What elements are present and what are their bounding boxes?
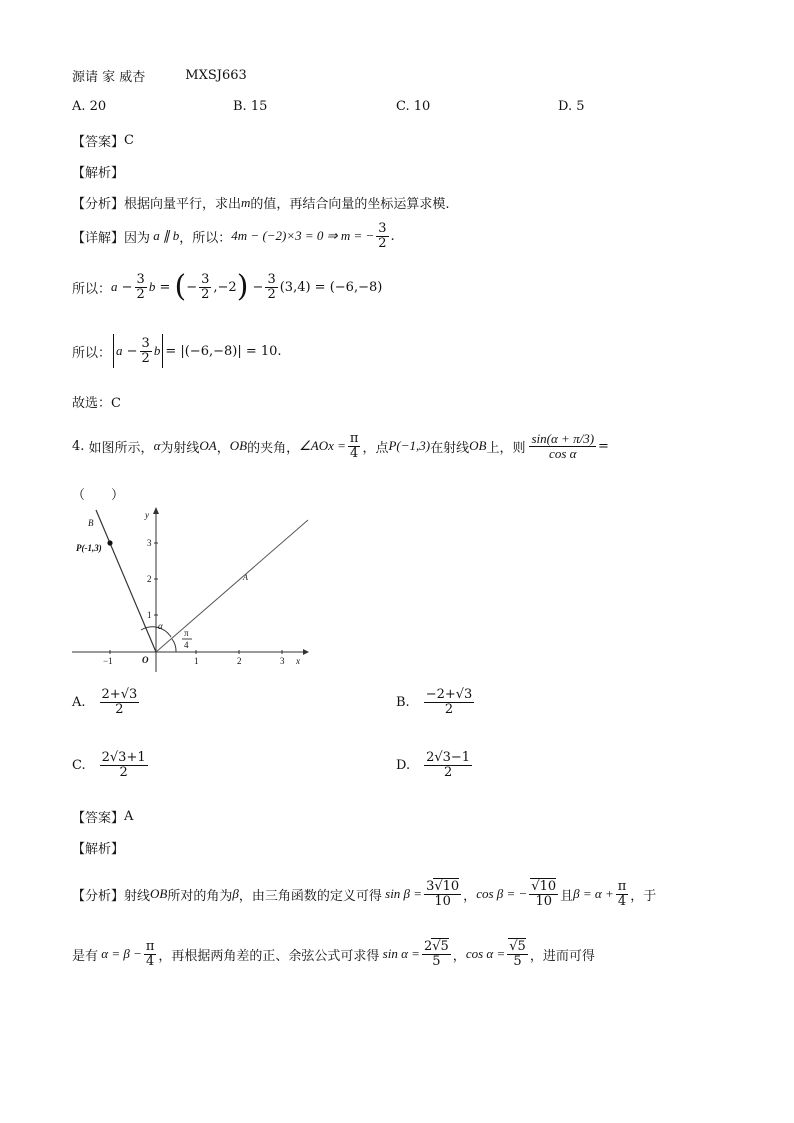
option-num: 2√3+1: [101, 750, 146, 765]
fenxi7: ，再根据两角差的正、余弦公式可求得: [158, 948, 380, 964]
option-den: 2: [115, 701, 124, 717]
fraction-3-2: $\frac{3}{2}$: [378, 221, 387, 251]
vec-a: a: [111, 279, 118, 294]
q4-stem7: 上，则: [486, 440, 526, 456]
q4-oa: OA: [199, 438, 217, 454]
fenxi-tag: 【分析】: [72, 888, 125, 904]
option-num: 2+√3: [101, 687, 138, 702]
vec-b: b: [148, 279, 156, 294]
fenxi6: 是有: [72, 948, 99, 964]
q3-option-b: B. 15: [233, 99, 268, 114]
y-tick-label: 1: [147, 610, 152, 620]
q3-option-c: C. 10: [396, 99, 431, 114]
label-b: B: [88, 518, 94, 528]
option-label: D.: [396, 757, 411, 773]
fenxi-text1: 根据向量平行，求出: [124, 197, 242, 212]
fenxi3: ，由三角函数的定义可得: [238, 888, 382, 904]
abs-bar: [113, 334, 114, 368]
suoyi-2: 所以：: [72, 345, 112, 361]
x-tick-label: 3: [280, 656, 285, 666]
beta: β: [232, 886, 239, 902]
q4-fenxi-line1: 【分析】 射线 OB 所对的角为 β ，由三角函数的定义可得 sin β = $\frac{3√10}{10}$ ， cos β = − $\frac{√10}{10}$ 且 β = α + $\frac{\pi}{4}$ ，于: [72, 879, 657, 909]
fenxi5: ，于: [630, 888, 657, 904]
q4-alpha: α: [153, 438, 161, 454]
q4-option-c: [72, 751, 150, 779]
fraction-target: $\frac{\sin(\alpha + \pi/3)}{\text{cos α}}$: [531, 431, 595, 461]
q4-analysis: [72, 838, 124, 857]
q3-analysis: [72, 162, 124, 181]
xiangjie-text1: 因为: [124, 230, 151, 246]
q4-stem4: 的夹角，: [247, 440, 300, 456]
option-den: 2: [444, 701, 454, 717]
q4-number: 4.: [72, 438, 85, 454]
q4-ob: OB: [229, 438, 248, 454]
answer-tag: 【答案】: [72, 135, 125, 150]
fenxi8: ，进而可得: [529, 948, 595, 964]
option-den: 2: [443, 764, 453, 780]
option-num: 2√3−1: [426, 750, 471, 765]
vector-a-parallel-b: a ∥ b: [150, 228, 180, 244]
option-label: B.: [396, 694, 410, 710]
fraction-3-2: $\frac{3}{2}$: [136, 271, 145, 302]
x-tick-label: 2: [237, 656, 242, 666]
fraction-sqrt5-5: $\frac{√5}{5}$: [509, 939, 526, 969]
q3-eq2: 所以： a − $\frac{3}{2}$ b = |(−6,−8)| = 10 .: [72, 334, 282, 368]
label-p: P(-1,3): [76, 543, 102, 553]
header-source: 源请 家 威杏: [72, 70, 146, 85]
paren-close: ): [236, 269, 249, 304]
paren-open: (: [174, 269, 187, 304]
coordinate-figure: [68, 500, 318, 675]
fraction-sqrt10-10: $\frac{√10}{10}$: [531, 879, 557, 909]
fenxi-tag: 【分析】: [72, 197, 125, 212]
q4-option-a: [72, 688, 141, 716]
x-tick-label: 1: [194, 656, 199, 666]
q4-stem2: 为射线: [160, 440, 200, 456]
fenxi-var: m: [241, 194, 251, 210]
fraction-3-2: $\frac{3}{2}$: [267, 271, 276, 302]
fraction-3-2: $\frac{3}{2}$: [201, 271, 210, 302]
vec-a: a: [116, 343, 123, 358]
suoyi-1: 所以：: [72, 281, 112, 297]
y-tick-label: 2: [147, 574, 152, 584]
header-line: [72, 66, 247, 85]
option-label: A.: [72, 694, 86, 710]
q4-stem6: 在射线: [430, 440, 470, 456]
option-fraction: [100, 688, 140, 716]
fraction-pi-4: $\frac{\pi}{4}$: [617, 879, 627, 909]
q4-stem: 4. 如图所示， α 为射线 OA ， OB 的夹角， ∠AOx = $\frac{\pi}{4}$ ，点 P(−1,3) 在射线 OB 上，则 $\frac{\sin(\alpha + \pi/3)}{\text{cos α}}$ =: [72, 431, 609, 461]
cos-beta: cos β = −: [476, 886, 528, 902]
option-fraction: [424, 751, 472, 779]
xiangjie-tag: 【详解】: [72, 230, 125, 246]
eq1-tail: (3,4) = (−6,−8): [279, 279, 383, 295]
vec-b: b: [153, 343, 161, 358]
fraction-pi-4: $\frac{\pi}{4}$: [145, 939, 155, 969]
fraction-3sqrt10-10: $\frac{3√10}{10}$: [426, 879, 460, 909]
x-axis-label: x: [296, 656, 300, 666]
beta-eq: β = α +: [573, 886, 614, 902]
q3-option-d: D. 5: [558, 99, 585, 114]
xiangjie-text2: ，所以：: [179, 230, 232, 246]
q3-xiangjie: 【详解】 因为 a ∥ b ，所以： 4m − (−2)×3 = 0 ⇒ m = − $\frac{3}{2}$ .: [72, 221, 395, 251]
abs-bar: [162, 334, 163, 368]
q4-point: P(−1,3): [388, 438, 431, 454]
analysis-tag: 【解析】: [72, 166, 125, 181]
label-a: A: [243, 573, 248, 582]
q3-answer: [72, 131, 134, 150]
fraction-2sqrt5-5: $\frac{2√5}{5}$: [423, 939, 449, 969]
q4-stem1: 如图所示，: [88, 440, 154, 456]
sin-alpha: sin α =: [379, 946, 420, 962]
q4-answer: [72, 807, 133, 826]
q4-option-b: [396, 688, 476, 716]
q3-guxuan: 故选：C: [72, 396, 121, 411]
q4-paren: （ ）: [72, 488, 125, 503]
fenxi4: 且: [560, 888, 574, 904]
q4-option-d: [396, 751, 474, 779]
option-fraction: [100, 751, 148, 779]
y-axis-label: y: [145, 510, 149, 520]
xiangjie-eq: 4m − (−2)×3 = 0 ⇒ m = −: [231, 228, 375, 244]
cos-alpha: cos α =: [465, 946, 506, 962]
origin-label: O: [142, 655, 149, 665]
q4-ob: OB: [150, 886, 168, 902]
alpha-label: α: [158, 621, 163, 631]
analysis-tag: 【解析】: [72, 842, 125, 857]
q4-angle: ∠AOx =: [299, 438, 346, 454]
eq2-mid: = |(−6,−8)| = 10: [165, 343, 278, 359]
answer-value: A: [124, 809, 134, 824]
option-label: C.: [72, 757, 86, 773]
q4-fenxi-line2: 是有 α = β − $\frac{\pi}{4}$ ，再根据两角差的正、余弦公式可求得 sin α = $\frac{2√5}{5}$ ， cos α = $\frac{√5}{5}$ ，进而可得: [72, 939, 595, 969]
four-label: 4: [184, 640, 189, 650]
fenxi-text2: 的值，再结合向量的坐标运算求模.: [250, 197, 450, 212]
option-num: −2+√3: [425, 687, 473, 702]
pi-label: π: [184, 628, 189, 638]
y-tick-label: 3: [147, 538, 152, 548]
q4-ob: OB: [469, 438, 487, 454]
option-fraction: [424, 688, 475, 716]
q3-eq1: 所以： a − $\frac{3}{2}$ b = ( − $\frac{3}{2}$ ,−2 ) − $\frac{3}{2}$ (3,4) = (−6,−8): [72, 269, 383, 304]
fraction-3-2: $\frac{3}{2}$: [141, 335, 150, 366]
fraction-pi-4: $\frac{\pi}{4}$: [349, 431, 359, 461]
q4-stem5: ，点: [362, 440, 389, 456]
answer-value: C: [124, 133, 134, 148]
answer-tag: 【答案】: [72, 811, 125, 826]
sin-beta: sin β =: [381, 886, 423, 902]
header-code: MXSJ663: [185, 68, 247, 83]
fenxi1: 射线: [124, 888, 151, 904]
fenxi2: 所对的角为: [167, 888, 233, 904]
q3-fenxi: [72, 193, 450, 212]
q3-option-a: A. 20: [72, 99, 107, 114]
option-den: 2: [119, 764, 128, 780]
x-tick-label: −1: [103, 656, 113, 666]
alpha-eq: α = β −: [98, 946, 142, 962]
q4-stem3: ，: [216, 440, 230, 456]
